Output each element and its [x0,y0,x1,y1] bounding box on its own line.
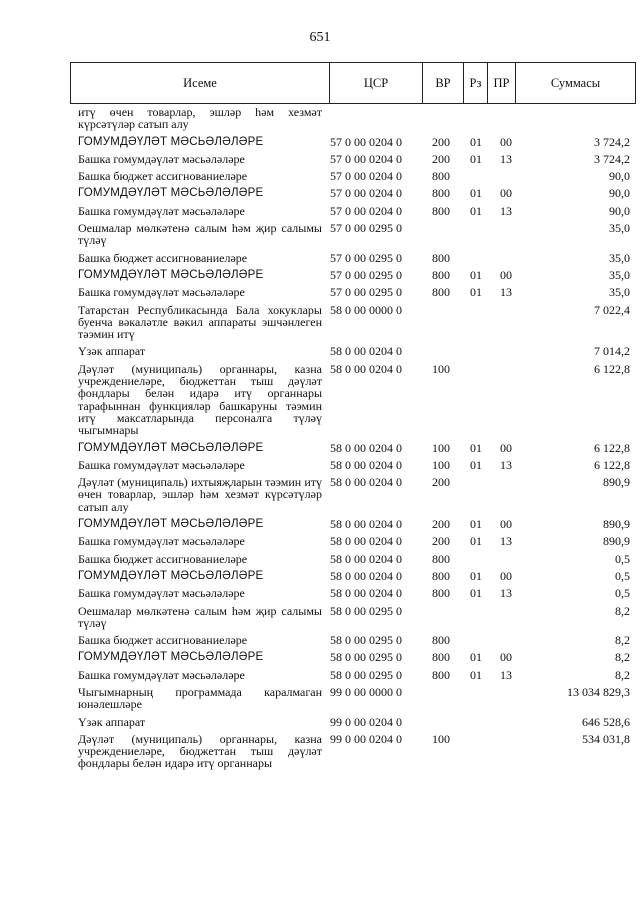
row-name: Башка бюджет ассигнованиеләре [78,551,248,566]
row-sum: 90,0 [609,169,630,184]
header-rz: Рз [464,63,488,103]
table-row [78,442,630,454]
row-sum: 3 724,2 [594,134,630,149]
row-vr: 100 [432,457,450,472]
row-csr: 58 0 00 0204 0 [330,586,402,601]
row-rz [470,634,500,646]
row-pr [500,345,526,357]
row-pr: 00 [500,440,512,455]
row-rz: 01 [470,667,482,682]
row-pr: 00 [500,568,512,583]
table-row [78,170,630,182]
row-name: итү өчен товарлар, эшләр һәм хезмәт күрсәтүләр сатып алу [78,105,322,132]
row-sum: 90,0 [609,186,630,201]
row-rz: 01 [470,586,482,601]
row-csr: 58 0 00 0204 0 [330,568,402,583]
row-pr [500,222,526,247]
table-row [78,269,630,281]
row-vr: 800 [432,267,450,282]
row-name: Башка гомумдәүләт мәсьәләләре [78,203,245,218]
row-rz: 01 [470,134,482,149]
row-name: Башка гомумдәүләт мәсьәләләре [78,457,245,472]
row-rz [470,222,500,247]
table-row [78,587,630,599]
row-name: Башка гомумдәүләт мәсьәләләре [78,667,245,682]
row-name: Башка бюджет ассигнованиеләре [78,169,248,184]
row-name: ГОМУМДӘҮЛӘТ МӘСЬӘЛӘЛӘРЕ [78,441,264,454]
row-name: Чыгымнарның программада каралмаган юнәлешләре [78,684,322,712]
row-csr: 58 0 00 0000 0 [330,302,402,317]
table-row [78,570,630,582]
row-rz: 01 [470,650,482,665]
row-pr: 00 [500,186,512,201]
table-row [78,205,630,217]
table-row [78,187,630,199]
row-vr [432,716,470,728]
row-csr: 58 0 00 0295 0 [330,603,402,618]
row-rz [470,363,500,437]
row-vr: 800 [432,203,450,218]
row-sum: 35,0 [609,250,630,265]
row-pr [500,553,526,565]
table-row [78,518,630,530]
table-row [78,363,630,437]
table-row [78,304,630,341]
row-vr: 200 [432,534,450,549]
row-name: Башка гомумдәүләт мәсьәләләре [78,285,245,300]
row-rz: 01 [470,151,482,166]
row-name: ГОМУМДӘҮЛӘТ МӘСЬӘЛӘЛӘРЕ [78,569,264,582]
row-sum: 890,9 [603,534,630,549]
row-csr: 58 0 00 0204 0 [330,457,402,472]
row-sum: 8,2 [615,650,630,665]
row-vr: 200 [432,475,450,490]
row-pr: 13 [500,667,512,682]
row-rz: 01 [470,440,482,455]
table-row [78,733,630,770]
table-row [78,634,630,646]
row-vr: 200 [432,134,450,149]
row-csr: 57 0 00 0204 0 [330,203,402,218]
row-vr: 200 [432,151,450,166]
row-name: Дәүләт (муниципаль) органнары, казна учреждениеләре, бюджеттан тыш дәүләт фондлары белән идарә итү органнары тарафыннан функцияләр башкаруны тәэмин итү максатларында персоналга түләү чыгымнары [78,361,322,438]
row-pr [500,686,526,711]
row-name: Оешмалар мөлкәтенә салым һәм җир салымы түләү [78,221,322,248]
row-rz: 01 [470,186,482,201]
row-vr [432,605,470,630]
row-name: Үзәк аппарат [78,344,146,359]
row-vr: 100 [432,361,450,376]
row-rz: 01 [470,517,482,532]
row-csr: 57 0 00 0204 0 [330,151,402,166]
table-row [78,286,630,298]
row-rz [470,733,500,770]
row-csr: 57 0 00 0204 0 [330,169,402,184]
row-sum: 6 122,8 [594,457,630,472]
row-name: Башка гомумдәүләт мәсьәләләре [78,151,245,166]
row-pr [500,634,526,646]
table-row [78,669,630,681]
row-csr: 58 0 00 0295 0 [330,667,402,682]
row-sum: 7 022,4 [594,302,630,317]
row-csr: 99 0 00 0000 0 [330,684,402,699]
table-row [78,459,630,471]
row-pr [500,476,526,513]
row-vr [432,106,470,131]
table-row [78,476,630,513]
row-rz [470,716,500,728]
row-name: Башка гомумдәүләт мәсьәләләре [78,534,245,549]
row-vr: 800 [432,667,450,682]
row-name: Оешмалар мөлкәтенә салым һәм җир салымы түләү [78,603,322,630]
row-sum: 0,5 [615,568,630,583]
row-rz [470,605,500,630]
table-row [78,153,630,165]
row-sum: 35,0 [609,285,630,300]
row-name: ГОМУМДӘҮЛӘТ МӘСЬӘЛӘЛӘРЕ [78,135,264,148]
row-csr: 58 0 00 0204 0 [330,440,402,455]
row-pr [500,304,526,341]
row-pr [500,170,526,182]
row-sum: 890,9 [603,517,630,532]
row-name: ГОМУМДӘҮЛӘТ МӘСЬӘЛӘЛӘРЕ [78,187,264,200]
row-rz: 01 [470,457,482,472]
row-name: Дәүләт (муниципаль) ихтыяҗларын тәэмин итү өчен товарлар, эшләр һәм хезмәт күрсәтүләр сатып алу [78,475,322,514]
row-csr: 57 0 00 0204 0 [330,134,402,149]
row-vr: 800 [432,285,450,300]
row-name: Башка бюджет ассигнованиеләре [78,250,248,265]
row-vr: 800 [432,650,450,665]
row-sum: 646 528,6 [582,714,630,729]
row-rz [470,304,500,341]
row-vr: 800 [432,568,450,583]
row-rz: 01 [470,285,482,300]
row-csr: 57 0 00 0204 0 [330,186,402,201]
row-vr: 100 [432,440,450,455]
row-pr [500,252,526,264]
table-row [78,106,630,131]
table-row [78,252,630,264]
row-sum: 8,2 [615,633,630,648]
table-row [78,345,630,357]
row-vr: 800 [432,586,450,601]
row-csr: 58 0 00 0295 0 [330,633,402,648]
row-name: Үзәк аппарат [78,714,146,729]
row-pr [500,363,526,437]
row-csr: 57 0 00 0295 0 [330,285,402,300]
row-sum: 35,0 [609,267,630,282]
row-csr: 99 0 00 0204 0 [330,731,402,746]
row-csr: 57 0 00 0295 0 [330,267,402,282]
table-row [78,605,630,630]
row-csr: 58 0 00 0204 0 [330,361,402,376]
table-body [78,106,630,775]
row-vr: 800 [432,169,450,184]
table-row [78,651,630,663]
row-rz [470,345,500,357]
row-pr: 13 [500,203,512,218]
row-rz [470,170,500,182]
row-csr: 58 0 00 0204 0 [330,517,402,532]
table-row [78,686,630,711]
row-rz [470,686,500,711]
row-vr [432,686,470,711]
row-rz [470,252,500,264]
row-sum: 90,0 [609,203,630,218]
row-name: Башка гомумдәүләт мәсьәләләре [78,586,245,601]
row-sum: 534 031,8 [582,731,630,746]
page-number: 651 [309,30,331,45]
row-csr [322,106,432,131]
row-rz: 01 [470,568,482,583]
table-row [78,136,630,148]
header-vr: ВР [423,63,464,103]
row-vr: 800 [432,186,450,201]
row-name: Татарстан Республикасында Бала хокуклары буенча вәкаләтле вәкил аппараты эшчәнлеген тәэмин итү [78,302,322,342]
row-name: ГОМУМДӘҮЛӘТ МӘСЬӘЛӘЛӘРЕ [78,268,264,281]
row-name: Башка бюджет ассигнованиеләре [78,633,248,648]
row-sum: 3 724,2 [594,151,630,166]
row-pr [500,106,526,131]
row-rz [470,106,500,131]
row-rz [470,476,500,513]
row-vr [432,304,470,341]
row-sum: 890,9 [603,475,630,490]
row-csr: 58 0 00 0295 0 [330,650,402,665]
row-sum: 0,5 [615,586,630,601]
row-pr: 00 [500,267,512,282]
row-sum: 6 122,8 [594,440,630,455]
row-sum: 6 122,8 [594,361,630,376]
row-sum: 8,2 [615,667,630,682]
row-name: ГОМУМДӘҮЛӘТ МӘСЬӘЛӘЛӘРЕ [78,518,264,531]
row-sum [526,106,630,131]
header-pr: ПР [488,63,516,103]
row-pr [500,605,526,630]
row-sum: 0,5 [615,551,630,566]
row-csr: 57 0 00 0295 0 [330,221,402,236]
row-pr: 00 [500,134,512,149]
row-pr: 13 [500,586,512,601]
row-vr: 100 [432,731,450,746]
row-csr: 99 0 00 0204 0 [330,714,402,729]
row-sum: 8,2 [615,603,630,618]
row-csr: 58 0 00 0204 0 [330,551,402,566]
row-pr: 13 [500,534,512,549]
row-pr: 13 [500,457,512,472]
row-vr [432,222,470,247]
header-sum: Суммасы [550,75,601,90]
row-pr: 00 [500,650,512,665]
row-rz: 01 [470,534,482,549]
row-vr: 800 [432,250,450,265]
row-sum: 7 014,2 [594,344,630,359]
row-rz: 01 [470,267,482,282]
row-csr: 57 0 00 0295 0 [330,250,402,265]
row-vr: 200 [432,517,450,532]
table-row [78,535,630,547]
row-pr: 13 [500,151,512,166]
row-vr: 800 [432,633,450,648]
row-csr: 58 0 00 0204 0 [330,344,402,359]
table-row [78,222,630,247]
row-vr: 800 [432,551,450,566]
row-vr [432,345,470,357]
header-csr: ЦСР [330,63,423,103]
row-pr [500,733,526,770]
header-name: Исеме [71,63,330,103]
row-name: ГОМУМДӘҮЛӘТ МӘСЬӘЛӘЛӘРЕ [78,651,264,664]
table-header [70,62,636,104]
row-rz: 01 [470,203,482,218]
row-name: Дәүләт (муниципаль) органнары, казна учреждениеләре, бюджеттан тыш дәүләт фондлары белән идарә итү органнары [78,731,322,771]
row-rz [470,553,500,565]
row-sum: 13 034 829,3 [567,684,630,699]
table-row [78,716,630,728]
row-pr: 13 [500,285,512,300]
row-pr [500,716,526,728]
row-sum: 35,0 [609,221,630,236]
row-pr: 00 [500,517,512,532]
table-row [78,553,630,565]
row-csr: 58 0 00 0204 0 [330,534,402,549]
row-csr: 58 0 00 0204 0 [330,475,402,490]
